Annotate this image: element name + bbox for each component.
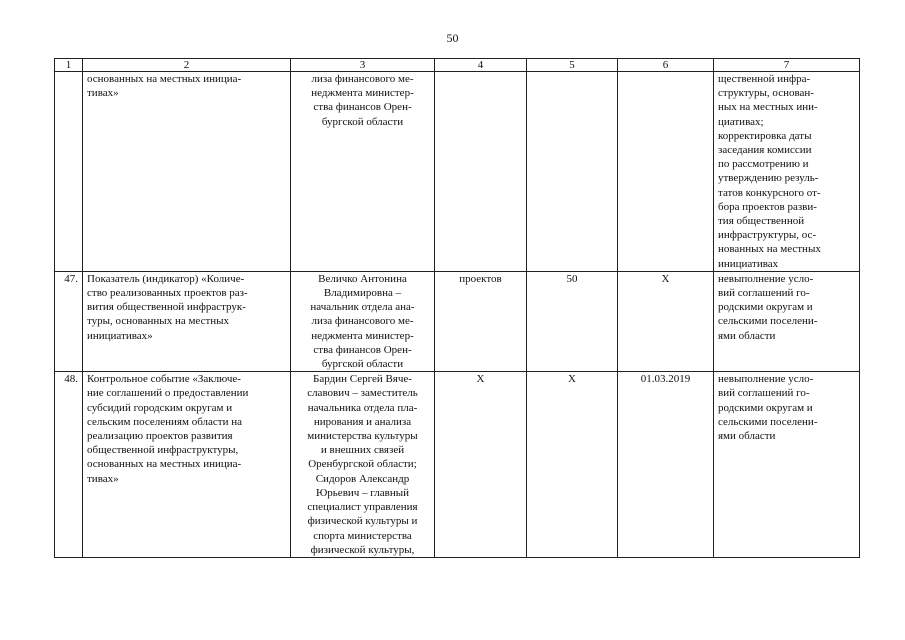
cell-responsible: Бардин Сергей Вяче- славович – заместитель начальника отдела пла- нирования и анализа министерства культуры и внешних связей Оренбургской области; Сидоров Александр Юрьевич – главный специалист управления физической культуры и спорта министерства физической культуры,	[291, 372, 435, 558]
cell-value	[527, 72, 618, 272]
document-table	[54, 58, 860, 558]
cell-date	[618, 72, 714, 272]
cell-value: X	[527, 372, 618, 558]
header-col-7: 7	[714, 59, 860, 72]
cell-name: Контрольное событие «Заключе- ние соглашений о предоставлении субсидий городским округам и сельским поселениям области на реализацию проектов развития общественной инфраструктуры, основанных на местных инициа- тивах»	[83, 372, 291, 558]
row-number: 48.	[55, 372, 83, 558]
header-col-4: 4	[435, 59, 527, 72]
cell-name: Показатель (индикатор) «Количе- ство реализованных проектов раз- вития общественной инфраструк- туры, основанных на местных инициативах»	[83, 271, 291, 371]
cell-date: 01.03.2019	[618, 372, 714, 558]
header-row	[55, 59, 860, 72]
header-col-5: 5	[527, 59, 618, 72]
cell-risk: невыполнение усло- вий соглашений го- родскими округам и сельскими поселени- ями области	[714, 372, 860, 558]
cell-risk: щественной инфра- структуры, основан- ных на местных ини- циативах; корректировка даты заседания комиссии по рассмотрению и утверждению резуль- татов конкурсного от- бора проектов разви- тия общественной инфраструктуры, ос- нованных на местных инициативах	[714, 72, 860, 272]
cell-unit	[435, 72, 527, 272]
cell-name: основанных на местных инициа- тивах»	[83, 72, 291, 272]
header-col-2: 2	[83, 59, 291, 72]
header-col-6: 6	[618, 59, 714, 72]
cell-responsible: лиза финансового ме- неджмента министер- ства финансов Орен- бургской области	[291, 72, 435, 272]
cell-unit: X	[435, 372, 527, 558]
page-number: 50	[446, 31, 459, 45]
row-number	[55, 72, 83, 272]
header-col-1: 1	[55, 59, 83, 72]
cell-unit: проектов	[435, 271, 527, 371]
cell-risk: невыполнение усло- вий соглашений го- родскими округам и сельскими поселени- ями области	[714, 271, 860, 371]
row-number: 47.	[55, 271, 83, 371]
table-row	[55, 72, 860, 272]
cell-responsible: Величко Антонина Владимировна – начальник отдела ана- лиза финансового ме- неджмента министер- ства финансов Орен- бургской области	[291, 271, 435, 371]
cell-value: 50	[527, 271, 618, 371]
table-row	[55, 372, 860, 558]
cell-date: X	[618, 271, 714, 371]
header-col-3: 3	[291, 59, 435, 72]
table-row	[55, 271, 860, 371]
